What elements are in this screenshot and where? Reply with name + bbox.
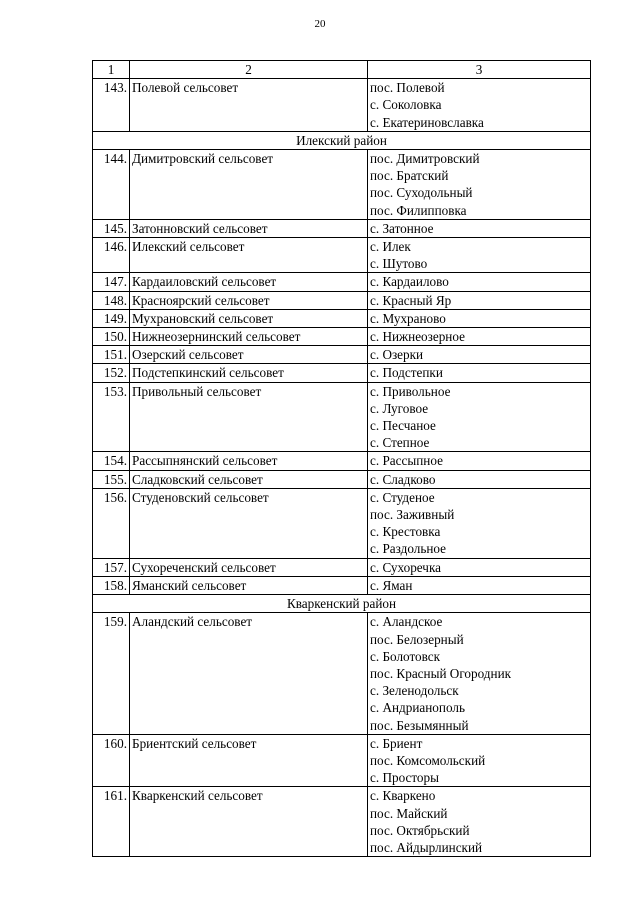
settlements-cell [368,613,591,734]
row-number: 151. [93,346,130,364]
row-number: 149. [93,309,130,327]
row-number: 156. [93,488,130,558]
settlement-name: пос. Майский [370,805,448,821]
row-number: 157. [93,558,130,576]
settlements-cell [368,470,591,488]
row-number: 145. [93,219,130,237]
settlement-name: с. Луговое [370,400,429,416]
row-number: 144. [93,150,130,220]
table-row [93,613,591,734]
settlements-cell [368,558,591,576]
row-number: 158. [93,576,130,594]
settlement-name: с. Рассыпное [370,453,443,469]
row-number: 146. [93,238,130,273]
settlement-name: с. Песчаное [370,418,436,434]
district-section-row [93,131,591,149]
settlement-name: с. Крестовка [370,524,441,540]
table-row [93,488,591,558]
table-row [93,309,591,327]
council-name: Красноярский сельсовет [130,291,368,309]
table-row [93,364,591,382]
settlement-name: с. Затонное [370,220,434,236]
settlement-name: с. Озерки [370,347,424,363]
settlement-name: пос. Комсомольский [370,752,486,768]
settlements-cell [368,328,591,346]
row-number: 147. [93,273,130,291]
settlement-name: пос. Филипповка [370,202,467,218]
table-row [93,150,591,220]
council-name: Мухрановский сельсовет [130,309,368,327]
row-number: 160. [93,734,130,787]
settlement-name: пос. Димитровский [370,151,480,167]
settlement-name: с. Просторы [370,770,439,786]
settlement-name: пос. Белозерный [370,631,464,647]
table-row [93,273,591,291]
district-section-row [93,595,591,613]
row-number: 155. [93,470,130,488]
table-row [93,734,591,787]
table-row [93,382,591,452]
settlement-name: с. Илек [370,239,411,255]
settlements-cell [368,787,591,857]
settlement-name: с. Красный Яр [370,292,452,308]
table-header-row [93,61,591,79]
council-name: Аландский сельсовет [130,613,368,734]
settlement-name: с. Сладково [370,471,436,487]
settlement-name: с. Кардаилово [370,274,449,290]
settlement-name: с. Шутово [370,256,428,272]
table-row [93,79,591,132]
table-row [93,470,591,488]
council-name: Полевой сельсовет [130,79,368,132]
settlements-cell [368,382,591,452]
settlements-table [92,60,591,857]
table-row [93,452,591,470]
settlements-cell [368,219,591,237]
settlement-name: с. Екатериновславка [370,114,484,130]
settlement-name: с. Андрианополь [370,700,465,716]
row-number: 152. [93,364,130,382]
council-name: Озерский сельсовет [130,346,368,364]
settlements-cell [368,346,591,364]
row-number: 143. [93,79,130,132]
table-row [93,328,591,346]
row-number: 154. [93,452,130,470]
council-name: Подстепкинский сельсовет [130,364,368,382]
district-title: Илекский район [93,131,591,149]
settlement-name: с. Кваркено [370,788,436,804]
settlements-cell [368,576,591,594]
settlement-name: пос. Суходольный [370,185,473,201]
council-name: Сухореченский сельсовет [130,558,368,576]
council-name: Сладковский сельсовет [130,470,368,488]
settlement-name: с. Соколовка [370,97,442,113]
table-row [93,576,591,594]
settlement-name: с. Аландское [370,614,443,630]
settlement-name: с. Сухоречка [370,559,442,575]
row-number: 150. [93,328,130,346]
council-name: Кваркенский сельсовет [130,787,368,857]
settlement-name: с. Нижнеозерное [370,329,465,345]
table-row [93,291,591,309]
table-row [93,219,591,237]
column-header-council: 2 [130,61,368,79]
settlement-name: пос. Полевой [370,80,445,96]
council-name: Студеновский сельсовет [130,488,368,558]
row-number: 161. [93,787,130,857]
settlements-cell [368,273,591,291]
settlements-cell [368,150,591,220]
settlements-cell [368,452,591,470]
settlement-name: с. Раздольное [370,541,446,557]
settlements-cell [368,291,591,309]
council-name: Рассыпнянский сельсовет [130,452,368,470]
district-title: Кваркенский район [93,595,591,613]
column-header-settlements: 3 [368,61,591,79]
page-number: 20 [314,18,326,30]
council-name: Бриентский сельсовет [130,734,368,787]
settlements-cell [368,79,591,132]
row-number: 159. [93,613,130,734]
council-name: Кардаиловский сельсовет [130,273,368,291]
council-name: Яманский сельсовет [130,576,368,594]
settlement-name: с. Зеленодольск [370,683,459,699]
settlements-cell [368,734,591,787]
settlements-cell [368,309,591,327]
table-body [93,79,591,857]
settlement-name: с. Яман [370,577,413,593]
settlement-name: с. Студеное [370,489,435,505]
settlement-name: пос. Красный Огородник [370,665,512,681]
row-number: 148. [93,291,130,309]
council-name: Илекский сельсовет [130,238,368,273]
council-name: Привольный сельсовет [130,382,368,452]
council-name: Нижнеозернинский сельсовет [130,328,368,346]
settlements-cell [368,364,591,382]
settlement-name: пос. Безымянный [370,717,469,733]
settlement-name: с. Бриент [370,735,423,751]
column-header-number: 1 [93,61,130,79]
settlement-name: с. Мухраново [370,310,446,326]
settlement-name: с. Болотовск [370,648,441,664]
settlement-name: пос. Октябрьский [370,822,470,838]
settlement-name: с. Степное [370,435,430,451]
settlement-name: пос. Айдырлинский [370,839,483,855]
settlements-cell [368,238,591,273]
settlements-cell [368,488,591,558]
table-row [93,346,591,364]
table-row [93,558,591,576]
council-name: Затонновский сельсовет [130,219,368,237]
settlement-name: с. Привольное [370,383,451,399]
table-row [93,787,591,857]
settlement-name: пос. Братский [370,168,449,184]
settlement-name: с. Подстепки [370,365,443,381]
council-name: Димитровский сельсовет [130,150,368,220]
settlement-name: пос. Заживный [370,507,455,523]
row-number: 153. [93,382,130,452]
table-row [93,238,591,273]
